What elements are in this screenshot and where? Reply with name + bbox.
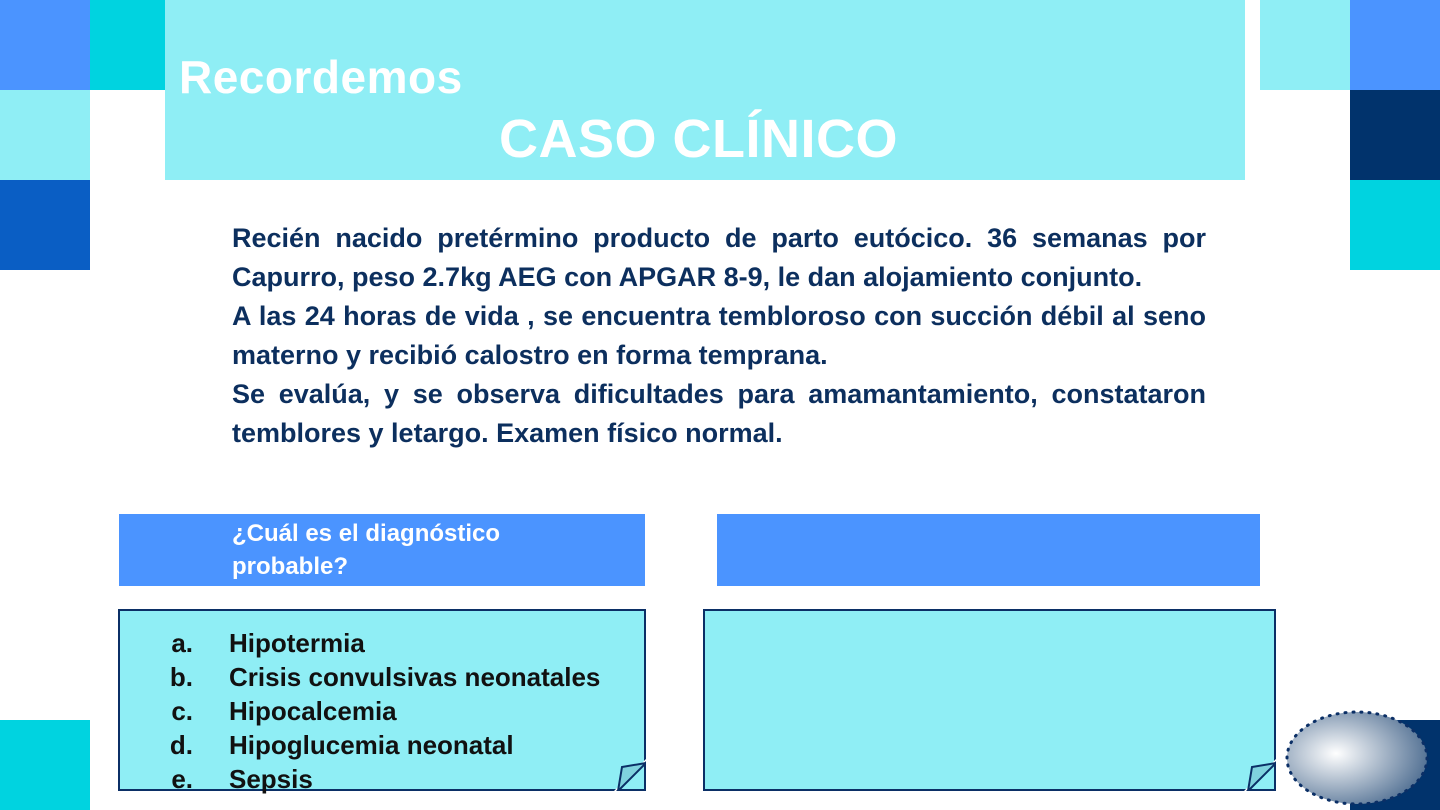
option-letter: a. <box>171 627 193 658</box>
option-label: Crisis convulsivas neonatales <box>229 661 601 692</box>
header-subtitle: Recordemos <box>179 51 463 103</box>
page-fold-icon <box>614 759 646 791</box>
option-label: Sepsis <box>229 763 313 794</box>
option-label: Hipocalcemia <box>229 695 397 726</box>
case-paragraph: A las 24 horas de vida , se encuentra tembloroso con succión débil al seno materno y recibió calostro en forma temprana. <box>232 301 1206 370</box>
options-list <box>120 626 600 796</box>
option-item[interactable] <box>120 694 600 728</box>
deco-square <box>90 0 165 90</box>
option-letter: b. <box>169 661 193 692</box>
deco-square <box>1260 0 1350 90</box>
page-fold-icon <box>1244 759 1276 791</box>
option-letter: d. <box>169 729 193 760</box>
deco-square <box>1350 0 1440 90</box>
question-text: ¿Cuál es el diagnóstico probable? <box>232 520 501 580</box>
answer-bar <box>717 514 1260 586</box>
option-item[interactable] <box>120 762 600 796</box>
options-note <box>118 609 646 794</box>
deco-square <box>0 0 90 90</box>
deco-square <box>1350 180 1440 270</box>
page-title: CASO CLÍNICO <box>499 109 899 169</box>
option-item[interactable] <box>120 660 600 694</box>
answer-note <box>703 609 1276 791</box>
deco-square <box>1350 90 1440 180</box>
option-letter: e. <box>171 763 193 794</box>
option-item[interactable] <box>120 626 600 660</box>
case-paragraph: Se evalúa, y se observa dificultades para amamantamiento, constataron temblores y letargo. Examen físico normal. <box>232 379 1206 448</box>
deco-square <box>0 720 90 810</box>
option-item[interactable] <box>120 728 600 762</box>
option-label: Hipoglucemia neonatal <box>229 729 514 760</box>
deco-circle-icon <box>1283 710 1433 810</box>
header-banner <box>165 0 1245 180</box>
option-label: Hipotermia <box>229 627 365 658</box>
question-bar <box>119 514 645 586</box>
option-letter: c. <box>171 695 193 726</box>
deco-square <box>0 90 90 180</box>
case-description <box>232 219 1206 453</box>
case-paragraph: Recién nacido pretérmino producto de parto eutócico. 36 semanas por Capurro, peso 2.7kg AEG con APGAR 8-9, le dan alojamiento conjunto. <box>232 223 1206 292</box>
deco-square <box>0 180 90 270</box>
